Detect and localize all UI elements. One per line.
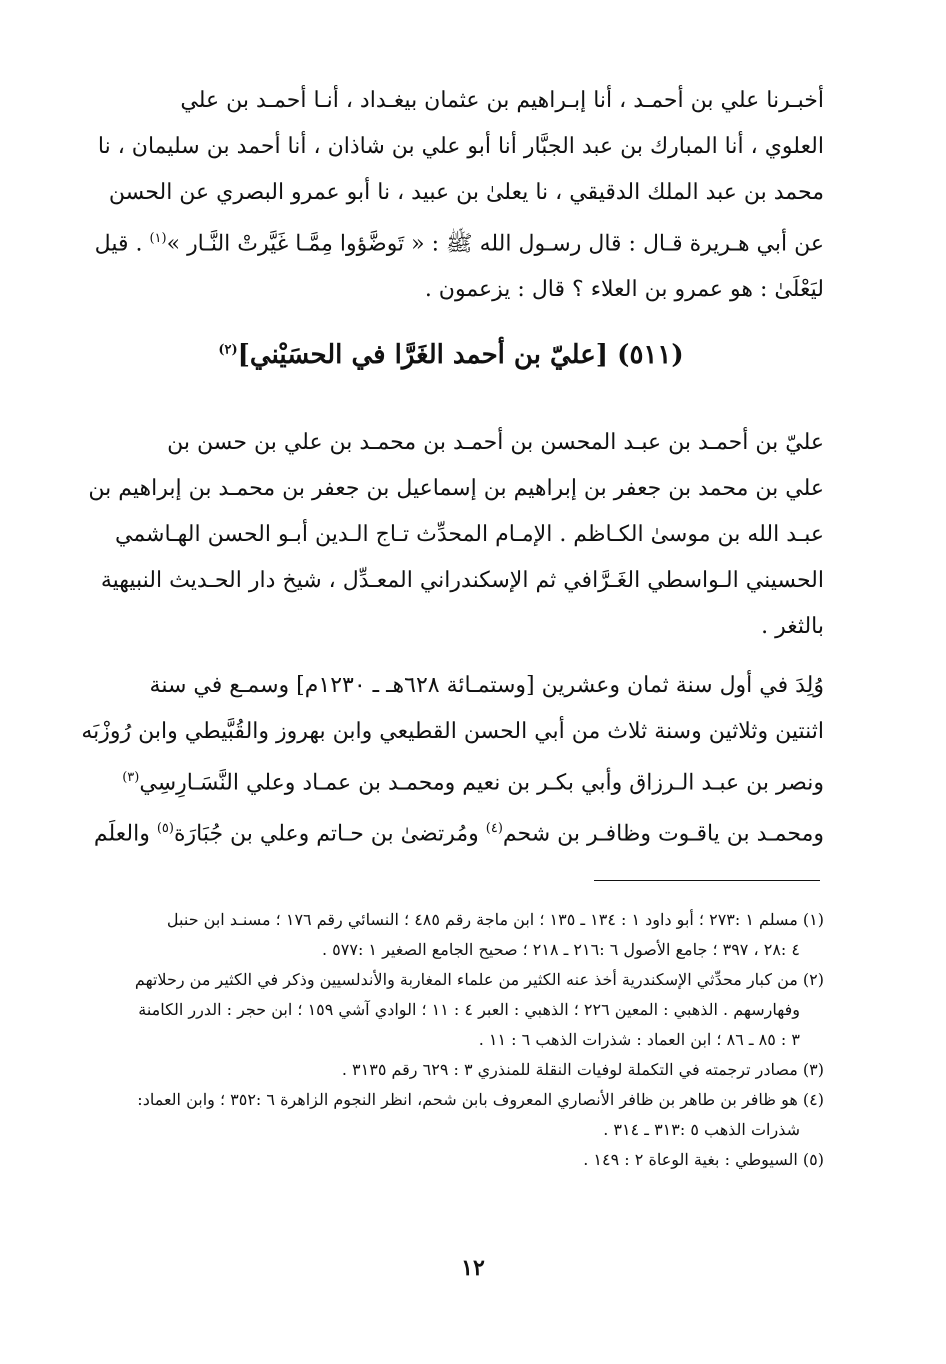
text-line: الحسيني الـواسطي الغَـرَّافي ثم الإسكندراني المعـدِّل ، شيخ دار الحـديث النبيهية bbox=[100, 568, 824, 593]
text-segment: ومُرتضىٰ بن حـاتم وعلي بن جُبَارَة bbox=[173, 821, 479, 847]
text-line: عليّ بن أحمـد بن عبـد المحسن بن أحمـد بن محمـد بن علي بن حسن بن bbox=[167, 430, 824, 455]
text-tail: . قيل bbox=[94, 231, 150, 257]
footnote-ref: (١) bbox=[149, 231, 167, 246]
footnote-1-cont: ٤ :٢٨ ، ٣٩٧ ؛ جامع الأصول ٦ :٢١٦ ـ ٢١٨ ؛ صحيح الجامع الصغير ١ :٥٧٧ . bbox=[321, 940, 800, 959]
text-segment: ومحمـد بن ياقـوت وظافـر بن شحم bbox=[502, 821, 824, 847]
entry-title: (٥١١) [عليّ بن أحمد الغَرَّا في الحسَيْني] bbox=[237, 340, 684, 370]
birth-paragraph bbox=[78, 663, 824, 858]
footnote-2: (٢) من كبار محدِّثي الإسكندرية أخذ عنه الكثير من علماء المغاربة والأندلسيين وذكر في الكثير من رحلاتهم bbox=[134, 970, 824, 989]
page-number: ١٢ bbox=[461, 1255, 485, 1281]
footnote-2-cont: وفهارسهم . الذهبي : المعين ٢٢٦ ؛ الذهبي : العبر ٤ : ١١ ؛ الوادي آشي ١٥٩ ؛ ابن حجر : الدرر الكامنة bbox=[138, 1000, 800, 1019]
footnote-2-cont: ٣ : ٨٥ ـ ٨٦ ؛ ابن العماد : شذرات الذهب ٦ : ١١ . bbox=[478, 1030, 800, 1049]
footnote-4-cont: شذرات الذهب ٥ :٣١٣ ـ ٣١٤ . bbox=[603, 1120, 800, 1139]
text-line bbox=[78, 216, 824, 267]
footnotes bbox=[78, 905, 824, 1175]
text-line: علي بن محمد بن جعفر بن إبراهيم بن إسماعيل بن جعفر بن محمـد بن إبراهيم بن bbox=[88, 476, 824, 501]
text-line: وُلِدَ في أول سنة ثمان وعشرين [وستمـائة ٦٢٨هـ ـ ١٢٣٠م] وسمـع في سنة bbox=[149, 673, 824, 698]
text-line bbox=[78, 806, 824, 857]
text-line: ليَعْلَىٰ : هو عمرو بن العلاء ؟ قال : يزعمون . bbox=[424, 277, 824, 303]
footnote-4: (٤) هو ظافر بن طاهر بن ظافر الأنصاري المعروف بابن شحم، انظر النجوم الزاهرة ٦ :٣٥٢ ؛ وابن العماد: bbox=[137, 1090, 824, 1109]
footnote-ref: (٤) bbox=[485, 821, 503, 837]
text-line: عبـد الله بن موسىٰ الكـاظم . الإمـام المحدِّث تـاج الـدين أبـو الحسن الهـاشمي bbox=[114, 522, 824, 547]
text-line: اثنتين وثلاثين وسنة ثلاث من أبي الحسن القطيعي وابن بهروز والقُبَّيطي وابن رُوزْبَه bbox=[81, 719, 824, 744]
text-line: محمد بن عبد الملك الدقيقي ، نا يعلىٰ بن عبيد ، نا أبو عمرو البصري عن الحسن bbox=[108, 180, 824, 205]
text-line: العلوي ، أنا المبارك بن عبد الجبَّار أنا أبو علي بن شاذان ، أنا أحمد بن سليمان ، نا bbox=[97, 134, 824, 159]
footnote-5: (٥) السيوطي : بغية الوعاة ٢ : ١٤٩ . bbox=[583, 1150, 824, 1169]
text-segment: والعلَم bbox=[93, 821, 150, 847]
entry-heading bbox=[78, 340, 824, 370]
biography-paragraph bbox=[78, 420, 824, 650]
text-segment: ونصر بن عبـد الـرزاق وأبي بكـر بن نعيم ومحمـد بن عمـاد وعلي النَّسَـارِسِي bbox=[139, 770, 824, 796]
footnote-ref: (٣) bbox=[122, 770, 140, 785]
intro-paragraph bbox=[78, 78, 824, 313]
text-line: أخبـرنا علي بن أحمـد ، أنا إبـراهيم بن عثمان بيغـداد ، أنـا أحمـد بن علي bbox=[180, 88, 824, 113]
text-line bbox=[78, 755, 824, 806]
footnote-ref: (٥) bbox=[156, 821, 174, 837]
footnote-3: (٣) مصادر ترجمته في التكملة لوفيات النقلة للمنذري ٣ : ٦٢٩ رقم ٣١٣٥ . bbox=[341, 1060, 824, 1079]
footnote-divider bbox=[594, 880, 820, 881]
hadith-text: عن أبي هـريرة قـال : قال رسـول الله ﷺ : « تَوضَّؤوا مِمَّـا غَيَّرتْ النَّـار » bbox=[166, 231, 824, 257]
text-line: بالثغر . bbox=[761, 614, 824, 639]
footnote-1: (١) مسلم ١ :٢٧٣ ؛ أبو داود ١ : ١٣٤ ـ ١٣٥ ؛ ابن ماجة رقم ٤٨٥ ؛ النسائي رقم ١٧٦ ؛ مسنـد ابن حنبل bbox=[166, 910, 824, 929]
footnote-ref: (٢) bbox=[218, 342, 238, 358]
